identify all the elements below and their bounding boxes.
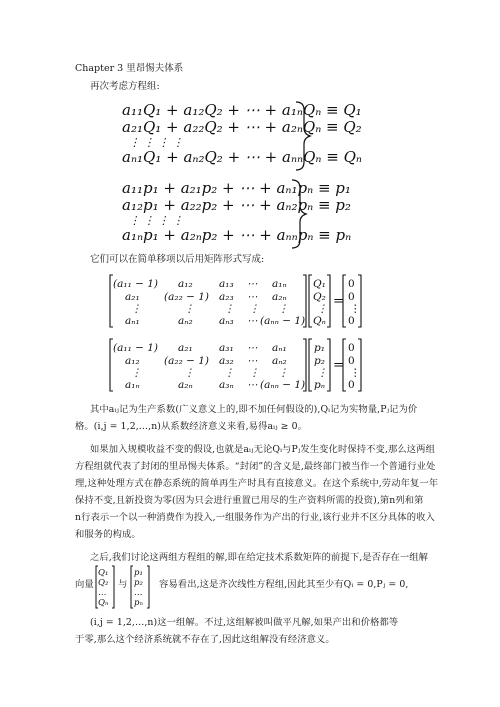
m1-r2c2: (a₂₂ − 1): [164, 291, 210, 303]
m1-zero-4: 0: [348, 315, 355, 327]
m2-r1c5: aₙ₁: [272, 342, 287, 354]
m1-r4c1: aₙ₁: [125, 315, 140, 327]
para2-line4: 保持不变,且新投资为零(因为只会进行重置已用尽的生产资料所需的投资),第n列和第: [75, 495, 424, 506]
sys2-line-1: a₁₁p₁ + a₂₁p₂ + ⋯ + aₙ₁pₙ ≡ p₁: [122, 179, 351, 197]
sys2-line-3: ⋮ ⋮ ⋮ ⋮: [129, 214, 184, 227]
sys1-line-4: aₙ₁Q₁ + aₙ₂Q₂ + ⋯ + aₙₙQₙ ≡ Qₙ: [122, 148, 362, 166]
matrix-equation-1: [0, 273, 500, 331]
inline-vector-p: [129, 565, 151, 609]
m2-zero-1: 0: [348, 342, 355, 354]
m1-r2c3: a₂₃: [219, 291, 234, 303]
m1-vec-4: Qₙ: [313, 315, 326, 327]
m1-r4c4: ⋯: [247, 315, 258, 327]
vecQ-1: Q₁: [98, 568, 109, 578]
m2-r1c1: (a₁₁ − 1): [113, 342, 159, 354]
m2-r3c2: ⋮: [184, 367, 195, 379]
para3-and: 与: [118, 579, 128, 590]
para2-line5: n行表示一个以一种消费作为投入,一组服务作为产出的行业,该行业并不区分具体的收入: [75, 512, 435, 523]
m2-vec-2: p₂: [314, 355, 325, 367]
m2-r2c3: a₃₂: [219, 355, 234, 367]
equation-system-2: [0, 176, 500, 256]
vecQ-4: Qₙ: [98, 598, 109, 608]
intro-text: 再次考虑方程组:: [90, 81, 160, 92]
para2-line2: 方程组就代表了封闭的里昂惕夫体系。“封闭”的含义是,最终部门被当作一个普通行业处: [75, 461, 436, 472]
m2-r2c2: (a₂₂ − 1): [164, 355, 210, 367]
m2-r4c1: a₁ₙ: [125, 379, 140, 391]
para4-line1: (i,j = 1,2,…,n)这一组解。不过,这组解被叫做平凡解,如果产出和价格都等: [90, 617, 399, 628]
m2-r3c3: ⋮: [224, 367, 235, 379]
m1-r3c3: ⋮: [224, 303, 235, 315]
m1-r3c4: ⋮: [249, 303, 260, 315]
m1-r2c1: a₂₁: [125, 291, 140, 303]
vecp-4: pₙ: [134, 598, 143, 608]
m2-r2c5: aₙ₂: [272, 355, 287, 367]
para3-vec-prefix: 向量: [75, 579, 94, 590]
m1-r1c2: a₁₂: [178, 278, 193, 290]
m2-r4c3: a₃ₙ: [219, 379, 234, 391]
m2-vec-1: p₁: [314, 342, 325, 354]
vecp-1: p₁: [134, 568, 143, 578]
m1-zero-3: ⋮: [350, 303, 361, 315]
vecp-3: …: [134, 588, 143, 598]
m2-r3c1: ⋮: [131, 367, 142, 379]
m2-zero-3: ⋮: [350, 367, 361, 379]
m1-r1c5: a₁ₙ: [272, 278, 287, 290]
m2-r4c5: (aₙₙ − 1): [260, 379, 306, 391]
sys2-line-2: a₁₂p₁ + a₂₂p₂ + ⋯ + aₙ₂pₙ ≡ p₂: [122, 196, 351, 214]
para1-line2: 格。(i,j = 1,2,…,n)从系数经济意义来看,易得aᵢⱼ ≥ 0。: [75, 421, 308, 432]
para1-line1: 其中aᵢⱼ记为生产系数(广义意义上的,即不加任何假设的),Qᵢ记为实物量,Pⱼ记为价: [90, 404, 418, 415]
vecQ-3: …: [98, 588, 107, 598]
m1-r1c1: (a₁₁ − 1): [113, 278, 159, 290]
m2-vec-4: pₙ: [314, 379, 325, 391]
m2-r2c1: a₁₂: [125, 355, 140, 367]
equation-system-1: [0, 98, 500, 178]
sys2-line-4: a₁ₙp₁ + a₂ₙp₂ + ⋯ + aₙₙpₙ ≡ pₙ: [122, 226, 352, 244]
m1-r1c4: ⋯: [247, 278, 258, 290]
inline-vector-Q: [94, 565, 116, 609]
m1-r3c2: ⋮: [184, 303, 195, 315]
m1-r2c5: a₂ₙ: [272, 291, 287, 303]
sys1-line-3: ⋮ ⋮ ⋮ ⋮: [129, 136, 184, 149]
m1-zero-2: 0: [348, 291, 355, 303]
svg-text:=: =: [333, 358, 344, 373]
para3-line1: 之后,我们讨论这两组方程组的解,即在给定技术系数矩阵的前提下,是否存在一组解: [90, 552, 429, 563]
vecQ-2: Q₂: [98, 578, 109, 588]
m2-r1c4: ⋯: [247, 342, 258, 354]
m2-r2c4: ⋯: [247, 355, 258, 367]
matrix-intro-text: 它们可以在简单移项以后用矩阵形式写成:: [90, 254, 265, 265]
m1-zero-1: 0: [348, 278, 355, 290]
m1-r2c4: ⋯: [247, 291, 258, 303]
m1-r4c2: aₙ₂: [178, 315, 193, 327]
m1-vec-3: ⋮: [317, 303, 328, 315]
para2-line6: 和服务的构成。: [75, 529, 141, 540]
m1-r3c1: ⋮: [131, 303, 142, 315]
m2-r3c4: ⋮: [249, 367, 260, 379]
para4-line2: 于零,那么这个经济系统就不存在了,因此这组解没有经济意义。: [75, 634, 335, 645]
m2-r4c4: ⋯: [247, 379, 258, 391]
m1-r4c5: (aₙₙ − 1): [260, 315, 306, 327]
m1-r1c3: a₁₃: [219, 278, 234, 290]
m2-zero-4: 0: [348, 379, 355, 391]
m2-r4c2: a₂ₙ: [178, 379, 193, 391]
m2-r1c2: a₂₁: [178, 342, 193, 354]
sys1-line-1: a₁₁Q₁ + a₁₂Q₂ + ⋯ + a₁ₙQₙ ≡ Q₁: [122, 101, 362, 119]
chapter-header: Chapter 3 里昂惕夫体系: [75, 63, 184, 74]
vecp-2: p₂: [134, 578, 143, 588]
sys1-line-2: a₂₁Q₁ + a₂₂Q₂ + ⋯ + a₂ₙQₙ ≡ Q₂: [122, 118, 362, 136]
m1-vec-1: Q₁: [313, 278, 326, 290]
m2-zero-2: 0: [348, 355, 355, 367]
para2-line3: 理,这种处理方式在静态系统的简单再生产时具有直接意义。在这个系统中,劳动年复一年: [75, 478, 439, 489]
m1-r3c5: ⋮: [278, 303, 289, 315]
matrix-equation-2: [0, 337, 500, 395]
svg-text:=: =: [333, 294, 344, 309]
para3-after-vec: 容易看出,这是齐次线性方程组,因此其至少有Qᵢ = 0,Pⱼ = 0,: [159, 579, 409, 590]
m2-r3c5: ⋮: [278, 367, 289, 379]
m1-r4c3: aₙ₃: [219, 315, 234, 327]
m2-r1c3: a₃₁: [219, 342, 234, 354]
m1-vec-2: Q₂: [313, 291, 326, 303]
m2-vec-3: ⋮: [317, 367, 328, 379]
para2-line1: 如果加入规模收益不变的假设,也就是aᵢⱼ无论Qᵢ与Pⱼ发生变化时保持不变,那么这两组: [90, 444, 435, 455]
